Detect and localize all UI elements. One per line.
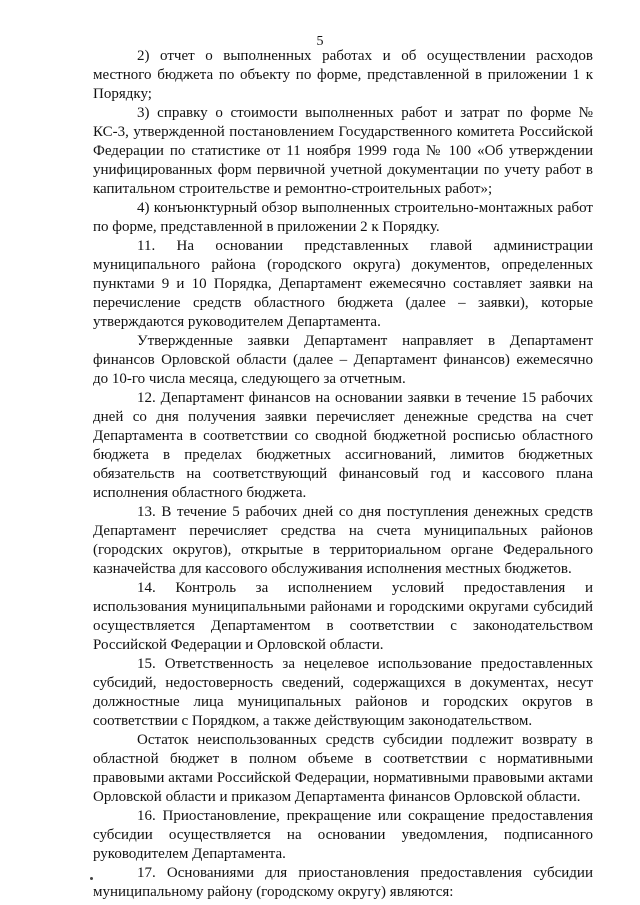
paragraph-11-applications: 11. На основании представленных главой администрации муниципального района (городского округа) документов, определенных пунктами 9 и 10 Порядка, Департамент ежемесячно составляет заявки на перечисление средств областного бюджета (далее – заявки), которые утверждаются руководителем Департамента. bbox=[93, 238, 593, 330]
paragraph-item-3-ks3-certificate: 3) справку о стоимости выполненных работ и затрат по форме № КС-3, утвержденной постановлением Государственного комитета Российской Федерации по статистике от 11 ноября 1999 года № 100 «Об утверждении унифицированных форм первичной учетной документации по учету работ в капитальном строительстве и ремонтно-строительных работ»; bbox=[93, 105, 593, 197]
document-body bbox=[93, 47, 593, 902]
paragraph-item-4-market-review: 4) конъюнктурный обзор выполненных строительно-монтажных работ по форме, представленной в приложении 2 к Порядку. bbox=[93, 200, 593, 235]
scan-speck bbox=[90, 877, 93, 880]
paragraph-14-control: 14. Контроль за исполнением условий предоставления и использования муниципальными районами и городскими округами субсидий осуществляется Департаментом в соответствии с законодательством Российской Федерации и Орловской области. bbox=[93, 580, 593, 653]
paragraph-12-finance-department: 12. Департамент финансов на основании заявки в течение 15 рабочих дней со дня получения заявки перечисляет денежные средства на счет Департамента в соответствии со сводной бюджетной росписью областного бюджета в пределах бюджетных ассигнований, лимитов бюджетных обязательств на соответствующий финансовый год и кассового плана исполнения областного бюджета. bbox=[93, 390, 593, 501]
paragraph-17-grounds: 17. Основаниями для приостановления предоставления субсидии муниципальному району (городскому округу) являются: bbox=[93, 865, 593, 900]
paragraph-item-2-report: 2) отчет о выполненных работах и об осуществлении расходов местного бюджета по объекту по форме, представленной в приложении 1 к Порядку; bbox=[93, 48, 593, 102]
paragraph-13-transfer-funds: 13. В течение 5 рабочих дней со дня поступления денежных средств Департамент перечисляет средства на счета муниципальных районов (городских округов), открытые в территориальном органе Федерального казначейства для кассового обслуживания исполнения местных бюджетов. bbox=[93, 504, 593, 577]
paragraph-16-suspension: 16. Приостановление, прекращение или сокращение предоставления субсидии осуществляется на основании уведомления, подписанного руководителем Департамента. bbox=[93, 808, 593, 862]
paragraph-15-responsibility: 15. Ответственность за нецелевое использование предоставленных субсидий, недостоверность сведений, содержащихся в документах, несут должностные лица муниципальных районов и городских округов в соответствии с Порядком, а также действующим законодательством. bbox=[93, 656, 593, 729]
page-number: 5 bbox=[316, 34, 324, 49]
paragraph-unused-balance: Остаток неиспользованных средств субсидии подлежит возврату в областной бюджет в полном объеме в соответствии с нормативными правовыми актами Российской Федерации, нормативными правовыми актами Орловской области и приказом Департамента финансов Орловской области. bbox=[93, 732, 593, 805]
paragraph-approved-applications: Утвержденные заявки Департамент направляет в Департамент финансов Орловской области (далее – Департамент финансов) ежемесячно до 10-го числа месяца, следующего за отчетным. bbox=[93, 333, 593, 387]
